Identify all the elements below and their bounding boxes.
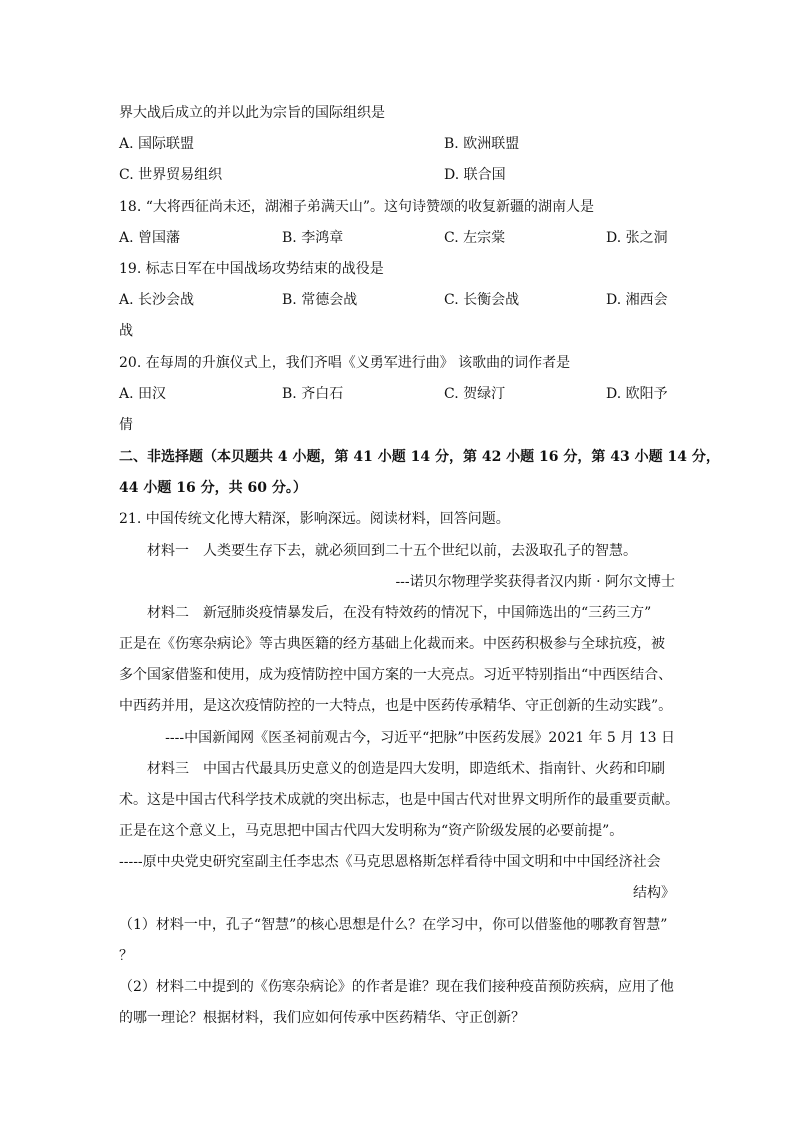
q21-subquestion-2-cont: 的哪一理论？根据材料，我们应如何传承中医药精华、守正创新？ bbox=[119, 1010, 525, 1026]
q21-material-2-source: ----中国新闻网《医圣祠前观古今，习近平“把脉”中医药发展》2021 年 5 月 13 日 bbox=[165, 730, 675, 746]
q21-material-1-source: ---诺贝尔物理学奖获得者汉内斯 · 阿尔文博士 bbox=[395, 574, 675, 590]
q19-option-c: C. 长衡会战 bbox=[444, 292, 520, 308]
q21-material-3: 材料三 中国古代最具历史意义的创造是四大发明，即造纸术、指南针、火药和印刷 bbox=[147, 761, 665, 777]
q21-material-3-source: -----原中央党史研究室副主任李忠杰《马克思恩格斯怎样看待中国文明和中中国经济社会 bbox=[119, 854, 661, 870]
q21-material-1: 材料一 人类要生存下去，就必须回到二十五个世纪以前，去汲取孔子的智慧。 bbox=[147, 543, 637, 559]
q20-option-a: A. 田汉 bbox=[119, 386, 167, 402]
q20-option-d: D. 欧阳予 bbox=[606, 386, 668, 402]
q20-option-c: C. 贺绿汀 bbox=[444, 386, 506, 402]
q21-material-2: 材料二 新冠肺炎疫情暴发后，在没有特效药的情况下，中国筛选出的“三药三方” bbox=[147, 605, 652, 621]
q18-option-d: D. 张之洞 bbox=[606, 230, 668, 246]
q19-option-d-wrap: 战 bbox=[119, 323, 133, 339]
q21-material-3-source-cont: 结构》 bbox=[633, 885, 675, 901]
q19-option-b: B. 常德会战 bbox=[282, 292, 358, 308]
q20-option-d-wrap: 倩 bbox=[119, 417, 133, 433]
q17-option-b: B. 欧洲联盟 bbox=[444, 136, 520, 152]
q17-option-c: C. 世界贸易组织 bbox=[119, 167, 223, 183]
q17-option-a: A. 国际联盟 bbox=[119, 136, 195, 152]
q17-stem-tail: 界大战后成立的并以此为宗旨的国际组织是 bbox=[119, 105, 385, 121]
section2-heading-cont: 44 小题 16 分，共 60 分。） bbox=[119, 480, 307, 496]
q21-subquestion-1: （1）材料一中，孔子“智慧”的核心思想是什么？在学习中，你可以借鉴他的哪教育智慧” bbox=[119, 917, 668, 933]
q19-stem: 19. 标志日军在中国战场攻势结束的战役是 bbox=[119, 261, 384, 277]
q21-subquestion-1-cont: ？ bbox=[119, 948, 133, 964]
q21-material-2-line: 中西药并用，是这次疫情防控的一大特点，也是中医药传承精华、守正创新的生动实践”。 bbox=[119, 698, 673, 714]
q19-option-a: A. 长沙会战 bbox=[119, 292, 195, 308]
q21-material-2-line: 正是在《伤寒杂病论》等古典医籍的经方基础上化裁而来。中医药积极参与全球抗疫，被 bbox=[119, 636, 665, 652]
q21-material-3-line: 术。这是中国古代科学技术成就的突出标志，也是中国古代对世界文明所作的最重要贡献。 bbox=[119, 792, 679, 808]
q18-option-b: B. 李鸿章 bbox=[282, 230, 344, 246]
section2-heading: 二、非选择题（本贝题共 4 小题，第 41 小题 14 分，第 42 小题 16 分，第 43 小题 14 分， bbox=[119, 449, 720, 465]
q21-material-3-line: 正是在这个意义上，马克思把中国古代四大发明称为“资产阶级发展的必要前提”。 bbox=[119, 823, 624, 839]
q19-option-d: D. 湘西会 bbox=[606, 292, 668, 308]
q21-material-2-line: 多个国家借鉴和使用，成为疫情防控中国方案的一大亮点。习近平特别指出“中西医结合、 bbox=[119, 667, 673, 683]
q18-option-c: C. 左宗棠 bbox=[444, 230, 506, 246]
q18-stem: 18. “大将西征尚未还，湖湘子弟满天山”。这句诗赞颂的收复新疆的湖南人是 bbox=[119, 199, 595, 215]
q17-option-d: D. 联合国 bbox=[444, 167, 506, 183]
q20-option-b: B. 齐白石 bbox=[282, 386, 344, 402]
q21-subquestion-2: （2）材料二中提到的《伤寒杂病论》的作者是谁？现在我们接种疫苗预防疾病，应用了他 bbox=[119, 979, 674, 995]
q20-stem: 20. 在每周的升旗仪式上，我们齐唱《义勇军进行曲》 该歌曲的词作者是 bbox=[119, 355, 571, 371]
q18-option-a: A. 曾国藩 bbox=[119, 230, 181, 246]
q21-stem: 21. 中国传统文化博大精深，影响深远。阅读材料，回答问题。 bbox=[119, 511, 510, 527]
